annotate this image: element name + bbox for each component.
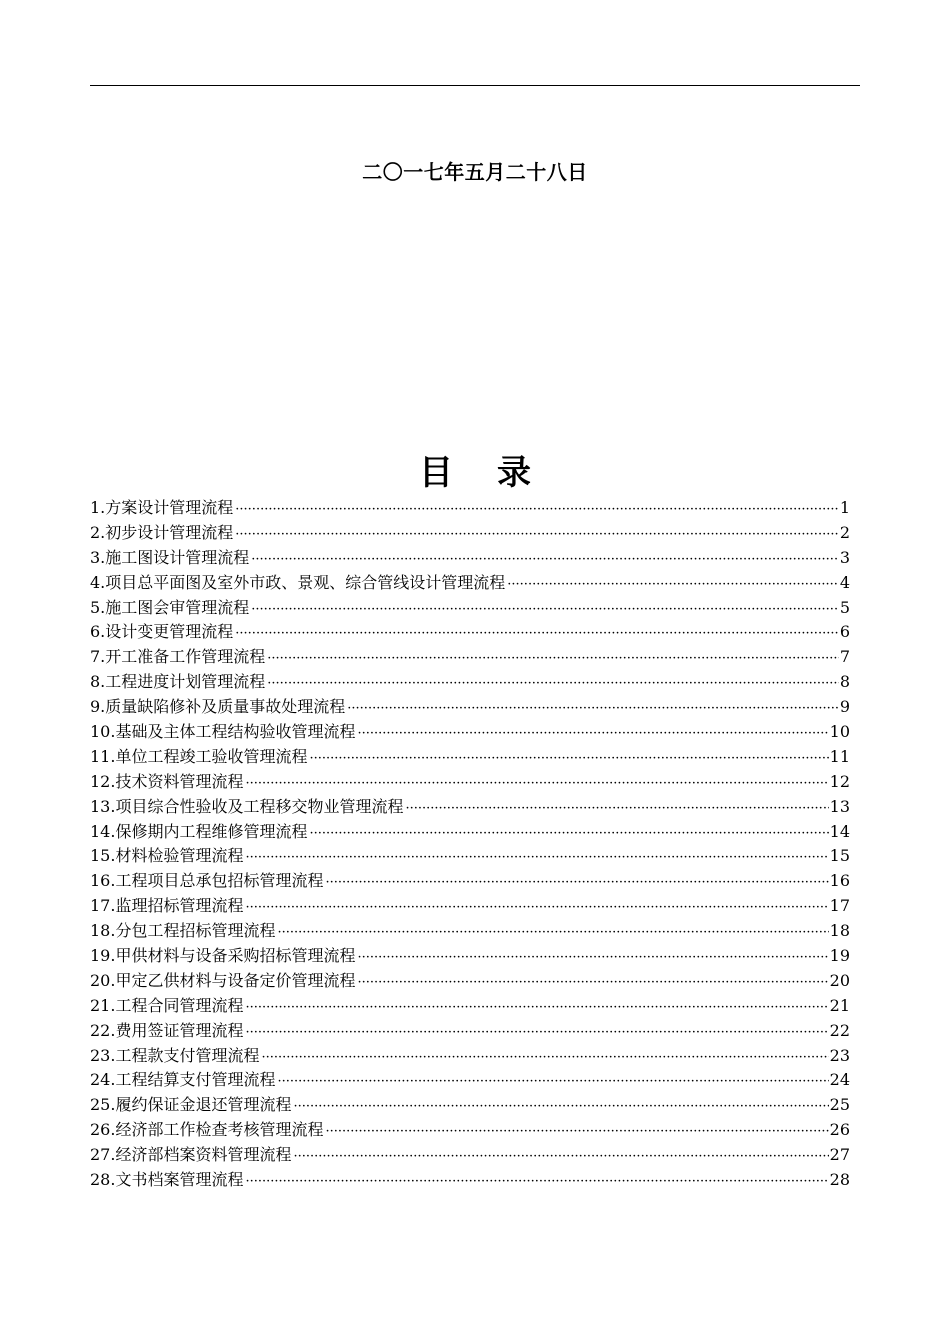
toc-entry-label: 26.经济部工作检查考核管理流程	[90, 1120, 324, 1140]
toc-entry[interactable]	[90, 1019, 850, 1044]
toc-entry[interactable]	[90, 1118, 850, 1143]
toc-dot-leader	[309, 747, 828, 772]
toc-title: 目录	[419, 453, 575, 493]
toc-dot-leader	[235, 523, 839, 548]
toc-dot-leader	[357, 946, 828, 971]
toc-entry[interactable]	[90, 1168, 850, 1193]
toc-entry-page-number: 16	[829, 871, 850, 891]
toc-entry[interactable]	[90, 496, 850, 521]
toc-dot-leader	[245, 1021, 828, 1046]
toc-dot-leader	[293, 1095, 828, 1120]
toc-entry[interactable]	[90, 521, 850, 546]
toc-entry[interactable]	[90, 645, 850, 670]
toc-entry-page-number: 18	[829, 921, 850, 941]
toc-entry-label: 19.甲供材料与设备采购招标管理流程	[90, 946, 356, 966]
toc-entry-label: 22.费用签证管理流程	[90, 1020, 244, 1040]
toc-entry[interactable]	[90, 571, 850, 596]
toc-entry-label: 3.施工图设计管理流程	[90, 547, 250, 567]
toc-entry-page-number: 13	[829, 796, 850, 816]
toc-entry-label: 1.方案设计管理流程	[90, 498, 234, 517]
toc-entry-page-number: 23	[829, 1045, 850, 1065]
toc-entry[interactable]	[90, 1143, 850, 1168]
toc-dot-leader	[261, 1046, 828, 1071]
toc-entry[interactable]	[90, 944, 850, 969]
toc-dot-leader	[267, 647, 839, 672]
toc-entry-page-number: 8	[839, 672, 850, 692]
toc-entry-label: 12.技术资料管理流程	[90, 771, 244, 791]
toc-entry[interactable]	[90, 919, 850, 944]
toc-entry-label: 16.工程项目总承包招标管理流程	[90, 871, 324, 891]
toc-entry-page-number: 17	[829, 896, 850, 916]
toc-dot-leader	[405, 797, 828, 822]
toc-dot-leader	[245, 846, 828, 871]
toc-entry[interactable]	[90, 894, 850, 919]
toc-dot-leader	[245, 896, 828, 921]
toc-entry[interactable]	[90, 670, 850, 695]
toc-entry[interactable]	[90, 820, 850, 845]
toc-entry[interactable]	[90, 620, 850, 645]
toc-entry-label: 4.项目总平面图及室外市政、景观、综合管线设计管理流程	[90, 572, 506, 592]
toc-entry-page-number: 9	[839, 697, 850, 717]
toc-entry[interactable]	[90, 745, 850, 770]
toc-entry-label: 2.初步设计管理流程	[90, 522, 234, 542]
toc-entry-label: 5.施工图会审管理流程	[90, 597, 250, 617]
toc-dot-leader	[245, 772, 828, 797]
toc-entry-label: 15.材料检验管理流程	[90, 846, 244, 866]
toc-list	[90, 496, 850, 1193]
toc-dot-leader	[293, 1145, 828, 1170]
toc-entry-page-number: 26	[829, 1120, 850, 1140]
toc-entry[interactable]	[90, 695, 850, 720]
toc-entry[interactable]	[90, 1068, 850, 1093]
toc-entry-page-number: 28	[829, 1170, 850, 1190]
toc-entry-page-number: 1	[839, 498, 850, 517]
toc-entry-label: 10.基础及主体工程结构验收管理流程	[90, 722, 356, 742]
toc-entry-page-number: 14	[829, 821, 850, 841]
toc-entry[interactable]	[90, 720, 850, 745]
toc-entry-page-number: 19	[829, 946, 850, 966]
toc-entry[interactable]	[90, 994, 850, 1019]
toc-dot-leader	[347, 697, 839, 722]
toc-entry[interactable]	[90, 596, 850, 621]
toc-entry-label: 17.监理招标管理流程	[90, 896, 244, 916]
toc-entry[interactable]	[90, 546, 850, 571]
toc-dot-leader	[235, 498, 839, 523]
toc-entry-page-number: 5	[839, 597, 850, 617]
toc-entry-page-number: 7	[839, 647, 850, 667]
toc-entry-label: 13.项目综合性验收及工程移交物业管理流程	[90, 796, 404, 816]
toc-entry-page-number: 20	[829, 970, 850, 990]
toc-entry[interactable]	[90, 1044, 850, 1069]
toc-entry-label: 28.文书档案管理流程	[90, 1170, 244, 1190]
toc-dot-leader	[357, 722, 828, 747]
toc-entry-page-number: 25	[829, 1095, 850, 1115]
toc-entry[interactable]	[90, 844, 850, 869]
toc-dot-leader	[245, 996, 828, 1021]
toc-dot-leader	[251, 598, 839, 623]
toc-entry-page-number: 3	[839, 547, 850, 567]
toc-entry-page-number: 4	[839, 572, 850, 592]
toc-entry[interactable]	[90, 1093, 850, 1118]
toc-entry-label: 23.工程款支付管理流程	[90, 1045, 260, 1065]
toc-entry-page-number: 27	[829, 1145, 850, 1165]
toc-entry-label: 6.设计变更管理流程	[90, 622, 234, 642]
toc-entry-page-number: 6	[839, 622, 850, 642]
toc-entry-label: 20.甲定乙供材料与设备定价管理流程	[90, 970, 356, 990]
toc-entry-page-number: 24	[829, 1070, 850, 1090]
toc-entry-label: 18.分包工程招标管理流程	[90, 921, 276, 941]
toc-entry-label: 27.经济部档案资料管理流程	[90, 1145, 292, 1165]
document-date: 二〇一七年五月二十八日	[362, 160, 588, 184]
header-rule	[90, 85, 860, 86]
toc-dot-leader	[309, 822, 828, 847]
toc-entry-page-number: 12	[829, 771, 850, 791]
toc-dot-leader	[267, 672, 839, 697]
toc-entry-label: 14.保修期内工程维修管理流程	[90, 821, 308, 841]
toc-entry-page-number: 2	[839, 522, 850, 542]
toc-entry[interactable]	[90, 770, 850, 795]
toc-entry-page-number: 15	[829, 846, 850, 866]
toc-entry-page-number: 22	[829, 1020, 850, 1040]
toc-entry-label: 25.履约保证金退还管理流程	[90, 1095, 292, 1115]
toc-dot-leader	[251, 548, 839, 573]
toc-entry-page-number: 21	[829, 995, 850, 1015]
toc-entry[interactable]	[90, 795, 850, 820]
toc-entry-page-number: 11	[829, 746, 850, 766]
toc-entry-label: 21.工程合同管理流程	[90, 995, 244, 1015]
toc-dot-leader	[357, 971, 828, 996]
toc-dot-leader	[245, 1170, 828, 1195]
toc-entry-label: 7.开工准备工作管理流程	[90, 647, 266, 667]
toc-dot-leader	[277, 1070, 828, 1095]
toc-entry-label: 9.质量缺陷修补及质量事故处理流程	[90, 697, 346, 717]
toc-entry-label: 8.工程进度计划管理流程	[90, 672, 266, 692]
toc-dot-leader	[507, 573, 839, 598]
toc-dot-leader	[277, 921, 828, 946]
toc-dot-leader	[325, 1120, 828, 1145]
toc-entry[interactable]	[90, 969, 850, 994]
toc-dot-leader	[235, 622, 839, 647]
toc-entry-page-number: 10	[829, 722, 850, 742]
toc-entry-label: 24.工程结算支付管理流程	[90, 1070, 276, 1090]
toc-dot-leader	[325, 871, 828, 896]
toc-entry[interactable]	[90, 869, 850, 894]
toc-entry-label: 11.单位工程竣工验收管理流程	[90, 746, 308, 766]
